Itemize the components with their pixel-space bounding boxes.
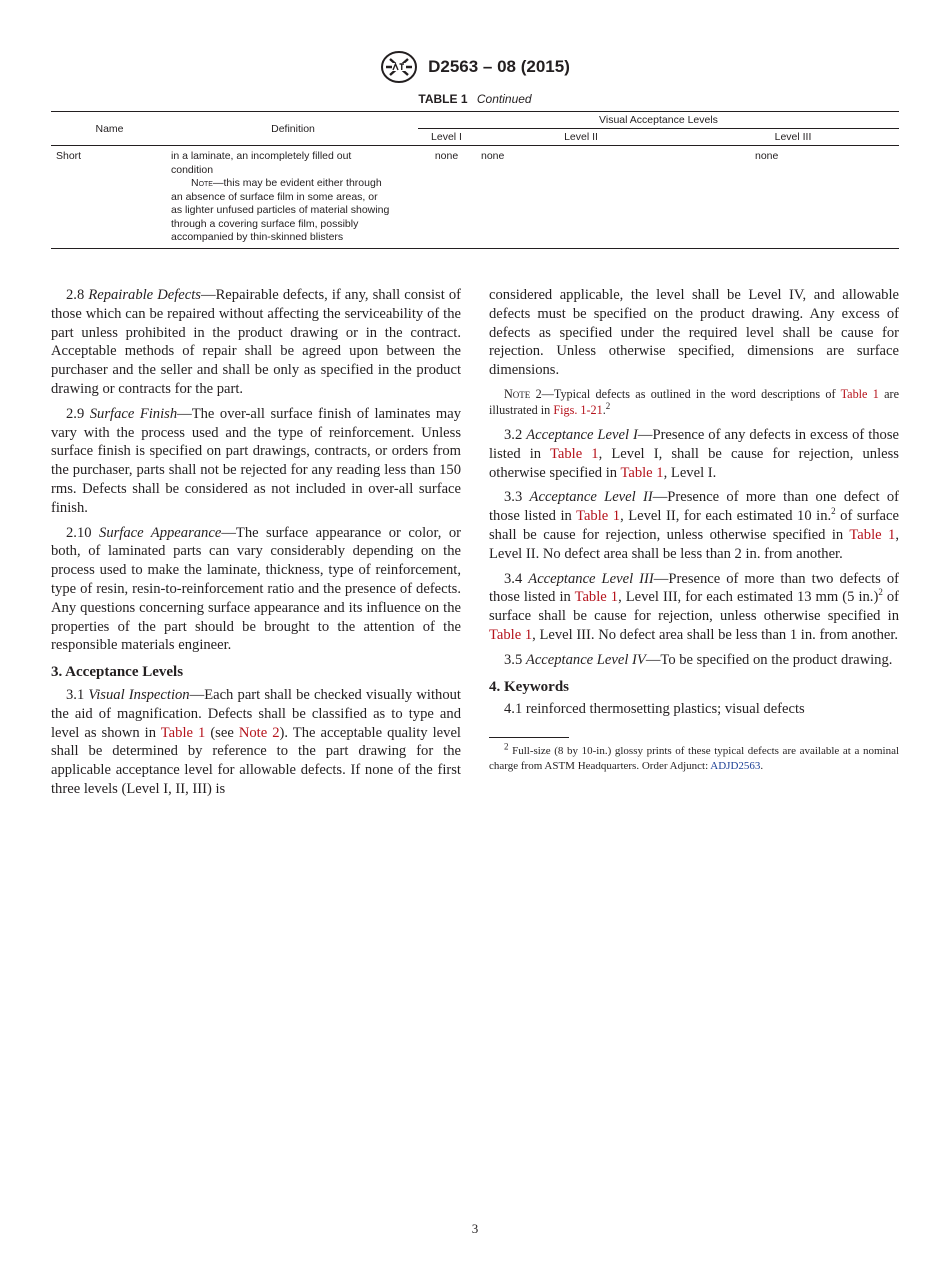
header-level-2: Level II	[475, 129, 687, 146]
definition-note	[171, 177, 415, 191]
note-2-text: are illustrated in	[489, 386, 899, 417]
section-title: Acceptance Level II	[529, 489, 653, 506]
header-name: Name	[51, 112, 168, 146]
header-level-3: Level III	[687, 129, 899, 146]
document-id: D2563 – 08 (2015)	[428, 57, 570, 76]
paragraph-text: —Presence of more than two defects of those listed in	[489, 570, 899, 606]
paragraph-text: —To be specified on the product drawing.	[645, 651, 893, 668]
row-name: Short	[56, 150, 82, 162]
paragraph-3-1-continued: considered applicable, the level shall be Level IV, and allowable defects must be specified on the product drawing. Any excess of defects as specified under the required level shall be cause for rejection. Unless otherwise specified, dimensions are surface dimensions.	[489, 287, 899, 379]
section-heading-4: 4. Keywords	[489, 678, 569, 695]
acceptance-table	[51, 111, 899, 249]
footnote-text: Full-size (8 by 10-in.) glossy prints of these typical defects are available at a nominal charge from ASTM Headquarters. Order Adjunct:	[489, 745, 900, 773]
adjunct-link[interactable]: ADJD2563	[710, 760, 761, 773]
page-number: 3	[471, 1221, 479, 1236]
paragraph-text: , Level I, shall be cause for rejection, unless otherwise specified in	[489, 445, 899, 481]
paragraph-3-5	[489, 651, 899, 670]
table-continued: Continued	[476, 92, 532, 106]
row-level-3: none	[755, 150, 779, 162]
row-level-2: none	[481, 150, 505, 162]
note-line: an absence of surface film in some areas, or	[171, 190, 378, 203]
table-1-link[interactable]: Table 1	[489, 626, 533, 643]
paragraph-text: , Level III. No defect area shall be less than 1 in. from another.	[532, 626, 899, 643]
note-2	[489, 386, 899, 418]
paragraph-3-3	[489, 488, 899, 563]
table-row	[51, 146, 899, 249]
footnote-marker: 2	[605, 400, 611, 411]
definition-line: in a laminate, an incompletely filled out	[171, 150, 352, 162]
paragraph-text: , Level II. No defect area shall be less than 2 in. from another.	[489, 526, 899, 562]
table-1-link[interactable]: Table 1	[549, 445, 599, 462]
paragraph-text: , Level II, for each estimated 10 in.	[620, 508, 832, 525]
paragraph-3-4	[489, 570, 899, 645]
row-level-1: none	[434, 150, 459, 162]
section-title: Visual Inspection	[88, 686, 190, 703]
section-number: 3.3	[504, 489, 523, 506]
note-2-text: .	[602, 402, 606, 417]
table-1-link[interactable]: Table 1	[574, 589, 619, 606]
header-level-1: Level I	[418, 129, 475, 146]
section-number: 3.2	[504, 426, 523, 443]
right-column	[489, 286, 899, 780]
note-line: accompanied by thin-skinned blisters	[171, 231, 344, 243]
paragraph-text: —Each part shall be checked visually without the aid of magnification. Defects shall be classified as to type and level as shown in	[51, 686, 461, 741]
section-title: Acceptance Level I	[526, 426, 638, 443]
paragraph-3-1	[51, 686, 461, 799]
table-number: TABLE 1	[418, 92, 468, 106]
table-1-link[interactable]: Table 1	[849, 526, 896, 543]
paragraph-text: —Presence of more than one defect of those listed in	[489, 489, 899, 525]
table-caption	[0, 92, 950, 106]
note-line: through a covering surface film, possibly	[171, 217, 359, 230]
header-definition: Definition	[168, 112, 418, 146]
paragraph-4-1	[489, 700, 899, 719]
row-definition	[168, 146, 418, 249]
table-1-link[interactable]: Table 1	[620, 464, 664, 481]
footnote-text: .	[760, 760, 764, 773]
paragraph-2-8	[51, 286, 461, 399]
definition-line: condition	[171, 163, 214, 176]
note-2-label: Note 2	[504, 386, 542, 401]
superscript: 2	[878, 587, 883, 598]
paragraph-text: reinforced thermosetting plastics; visual defects	[525, 701, 805, 718]
section-title: Acceptance Level III	[528, 570, 654, 587]
note-line: as lighter unfused particles of material showing	[171, 204, 390, 216]
section-title: Acceptance Level IV	[525, 651, 646, 668]
note-2-text: —Typical defects as outlined in the word descriptions of	[541, 386, 841, 401]
paragraph-text: , Level III, for each estimated 13 mm (5 in.)	[618, 589, 879, 606]
paragraph-2-10	[51, 524, 461, 656]
table-1-link[interactable]: Table 1	[840, 386, 879, 401]
section-number: 2.9	[66, 405, 85, 422]
footnote-2	[489, 741, 900, 774]
paragraph-text: —The surface appearance or color, or both, of laminated parts can vary considerably depending on the process used to make the laminate, thickness, type of reinforcement, type of resin, resin-to-reinforcement ratio and the presence of defects. Any questions concerning surface appearance and its influence on the properties of the part should be brought to the attention of the responsible materials engineer.	[51, 524, 461, 654]
section-number: 4.1	[504, 701, 523, 718]
section-number: 2.8	[66, 287, 85, 303]
paragraph-text: , Level I.	[663, 464, 717, 481]
paragraph-text: —Presence of any defects in excess of those listed in	[489, 426, 899, 462]
paragraph-text: —The over-all surface finish of laminates may vary with the process used and the type of reinforcement. Unless surface finish is specified on part drawings, contracts, or orders from the purchaser, parts shall not be rejected for any reading less than 150 rms. Defects shall be considered as not included in over-all surface finish.	[51, 405, 461, 516]
section-number: 2.10	[66, 524, 92, 541]
paragraph-text: of surface shall be cause for rejection, unless otherwise specified in	[489, 508, 899, 543]
paragraph-3-2	[489, 426, 899, 482]
footnote-divider	[489, 737, 569, 738]
section-heading-3: 3. Acceptance Levels	[51, 664, 184, 681]
note-label: Note	[191, 177, 213, 189]
section-title: Surface Appearance	[99, 524, 222, 541]
section-number: 3.5	[504, 651, 523, 668]
note-2-link[interactable]: Note 2	[238, 724, 280, 741]
paragraph-text: of surface shall be cause for rejection, unless otherwise specified in	[489, 589, 899, 625]
table-1-link[interactable]: Table 1	[160, 724, 206, 741]
superscript: 2	[831, 506, 836, 517]
left-column	[51, 286, 461, 805]
paragraph-text: ). The acceptable quality level shall be determined by reference to the part drawing for the applicable acceptance level for allowable defects. If none of the first three levels (Level I, II, III) is	[51, 724, 461, 797]
header-visual-acceptance-levels: Visual Acceptance Levels	[418, 112, 899, 129]
paragraph-text: (see	[205, 724, 239, 741]
astm-logo-icon	[380, 50, 418, 84]
section-number: 3.1	[66, 686, 85, 703]
section-number: 3.4	[504, 570, 523, 587]
table-1-link[interactable]: Table 1	[576, 508, 621, 525]
section-title: Surface Finish	[89, 405, 178, 422]
paragraph-text: —Repairable defects, if any, shall consist of those which can be repaired without affecting the serviceability of the part unless prohibited in the product drawing or in the contract. Acceptable methods of repair shall be agreed upon between the purchaser and the seller and shall be only as specified in the product drawing or contracts for the part.	[51, 287, 461, 397]
paragraph-2-9	[51, 405, 461, 518]
note-text: —this may be evident either through	[212, 177, 382, 189]
section-title: Repairable Defects	[88, 287, 201, 303]
footnote-number: 2	[504, 741, 509, 752]
page-header	[0, 50, 950, 84]
figures-link[interactable]: Figs. 1-21	[553, 402, 603, 417]
